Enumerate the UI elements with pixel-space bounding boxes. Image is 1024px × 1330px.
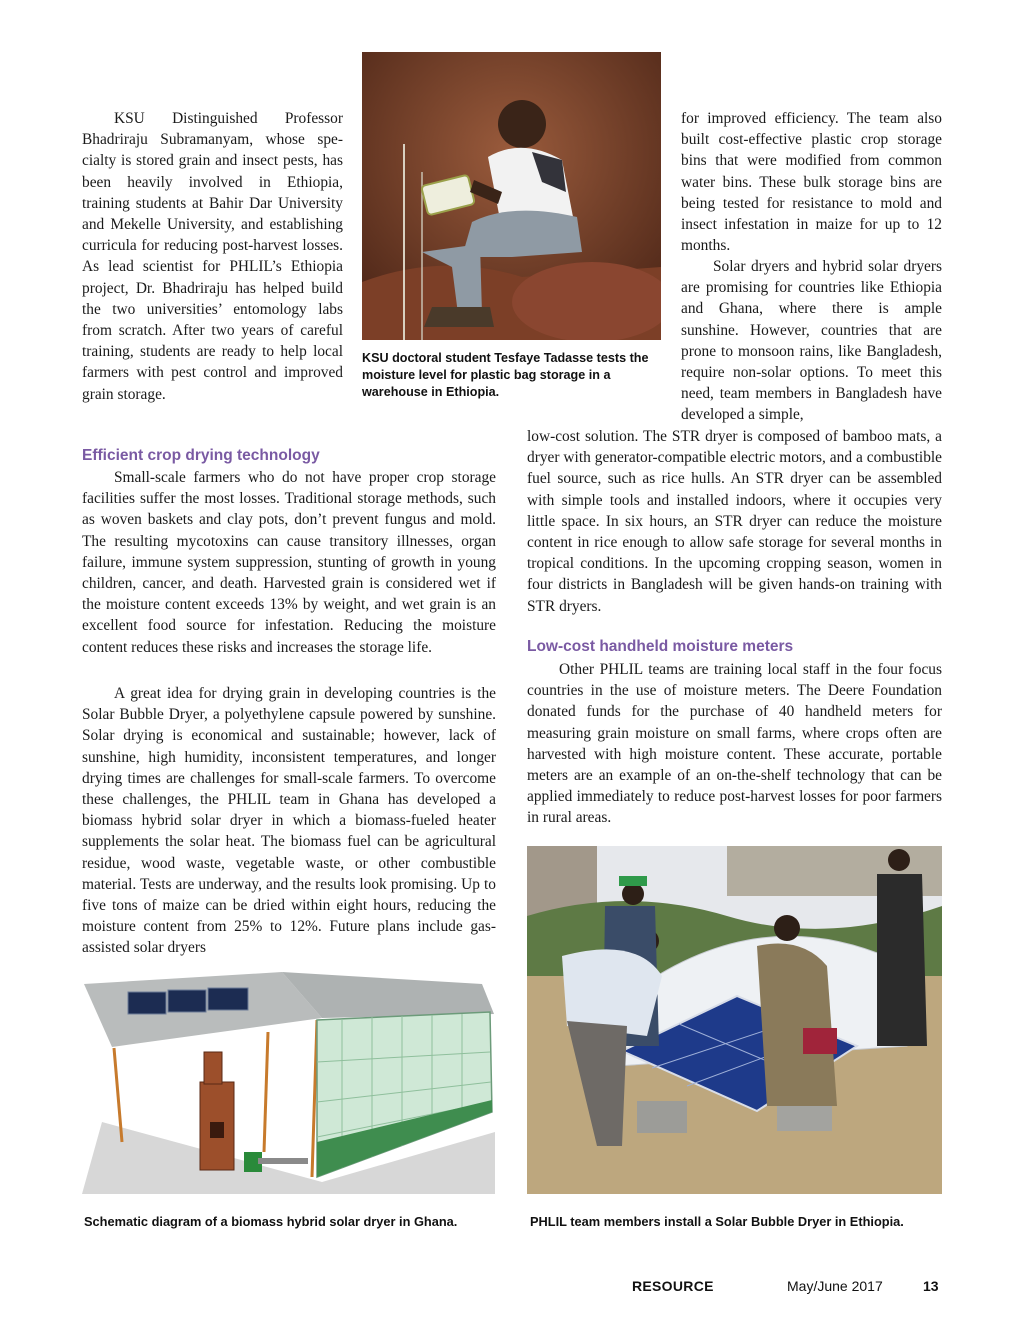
photo2-caption: PHLIL team members install a Solar Bubble Dryer in Ethiopia. — [530, 1214, 904, 1229]
photo-team-installing-solar-bubble-dryer — [527, 846, 942, 1194]
str-dryer-paragraph: low-cost solution. The STR dryer is composed of bamboo mats, a dryer with generator-compatible electric motors, and a combustible fuel source, such as rice hulls. An STR dryer can be assembled with simple tools and installed indoors, where it occupies very little space. In six hours, an STR dryer can reduce the moisture content in rice enough to allow safe storage for several months in tropical conditions. In the upcoming cropping season, women in four districts in Bangladesh will be given hands-on training with STR dryers. — [527, 428, 942, 615]
footer-page-number: 13 — [923, 1278, 939, 1294]
crop-drying-paragraph-1: Small-scale farmers who do not have proper crop storage facilities suffer the most losses. Traditional storage methods, such as woven baskets and clay pots, don’t prevent fungus and mold. The resulting mycotoxins can cause transitory illnesses, organ failure, immune system suppression, stunting of growth in young children, cancer, and death. Harvested grain is considered wet if the moisture content exceeds 13% by weight, and wet grain is an excellent food source for infestation. Reducing the moisture content reduces these risks and increases the storage life. — [82, 469, 496, 656]
right-column-paragraph-2: Solar dryers and hybrid solar dryers are promising for countries like Ethiopia and Ghana, where there is ample sunshine. However, countries that are prone to monsoon rains, like Bangladesh, require non-solar options. To meet this need, team members in Bangladesh have developed a simple, — [681, 258, 942, 424]
footer-issue-date: May/June 2017 — [787, 1278, 883, 1294]
diagram-caption: Schematic diagram of a biomass hybrid solar dryer in Ghana. — [84, 1214, 458, 1229]
photo-student-testing-moisture — [362, 52, 661, 340]
crop-drying-paragraph-2: A great idea for drying grain in developing countries is the Solar Bubble Dryer, a polyethylene capsule powered by sunshine. Solar drying is economical and sustainable; however, lack of sunshine, high humidity, inconsistent temperatures, and longer drying times are challenges for small-scale farmers. To overcome these challenges, the PHLIL team in Ghana has developed a biomass hybrid solar dryer in which a biomass-fueled heater supplements the solar heat. The biomass fuel can be agricultural residue, wood waste, vegetable waste, or other combustible material. Tests are underway, and the results look promising. Up to five tons of maize can be dried within eight hours, reducing the moisture content from 25% to 12%. Future plans include gas-assisted solar dryers — [82, 685, 496, 957]
photo1-caption: KSU doctoral student Tesfaye Tadasse tests the moisture level for plastic bag storage in a warehouse in Ethiopia. — [362, 351, 649, 400]
heading-moisture-meters: Low-cost handheld moisture meters — [527, 638, 794, 655]
heading-efficient-crop-drying: Efficient crop drying technology — [82, 447, 320, 464]
diagram-biomass-hybrid-solar-dryer — [82, 972, 495, 1194]
intro-paragraph: KSU Distinguished Professor Bhadriraju Subramanyam, whose specialty is stored grain and insect pests, has been heavily involved in Ethiopia, training students at Bahir Dar University and Mekelle University, and establishing curricula for reducing post-harvest losses. As lead scientist for PHLIL’s Ethiopia project, Dr. Bhadriraju has helped build the two universities’ entomology labs from scratch. After two years of careful training, students are ready to help local farmers with pest control and improved grain storage. — [82, 110, 343, 403]
footer-magazine-name: RESOURCE — [632, 1278, 714, 1294]
moisture-meters-paragraph: Other PHLIL teams are training local staff in the four focus countries in the use of moisture meters. The Deere Foundation donated funds for the purchase of 40 handheld meters for measuring grain moisture on small farms, where crops often are harvested with high moisture content. These accurate, portable meters are an example of an on-the-shelf technology that can be applied immediately to reduce post-harvest losses for poor farmers in rural areas. — [527, 661, 942, 827]
right-column-paragraph-1: for improved efficiency. The team also built cost-effective plastic crop storage bins that were modified from common water bins. These bulk storage bins are being tested for resistance to mold and insect infestation in maize for up to 12 months. — [681, 110, 942, 255]
